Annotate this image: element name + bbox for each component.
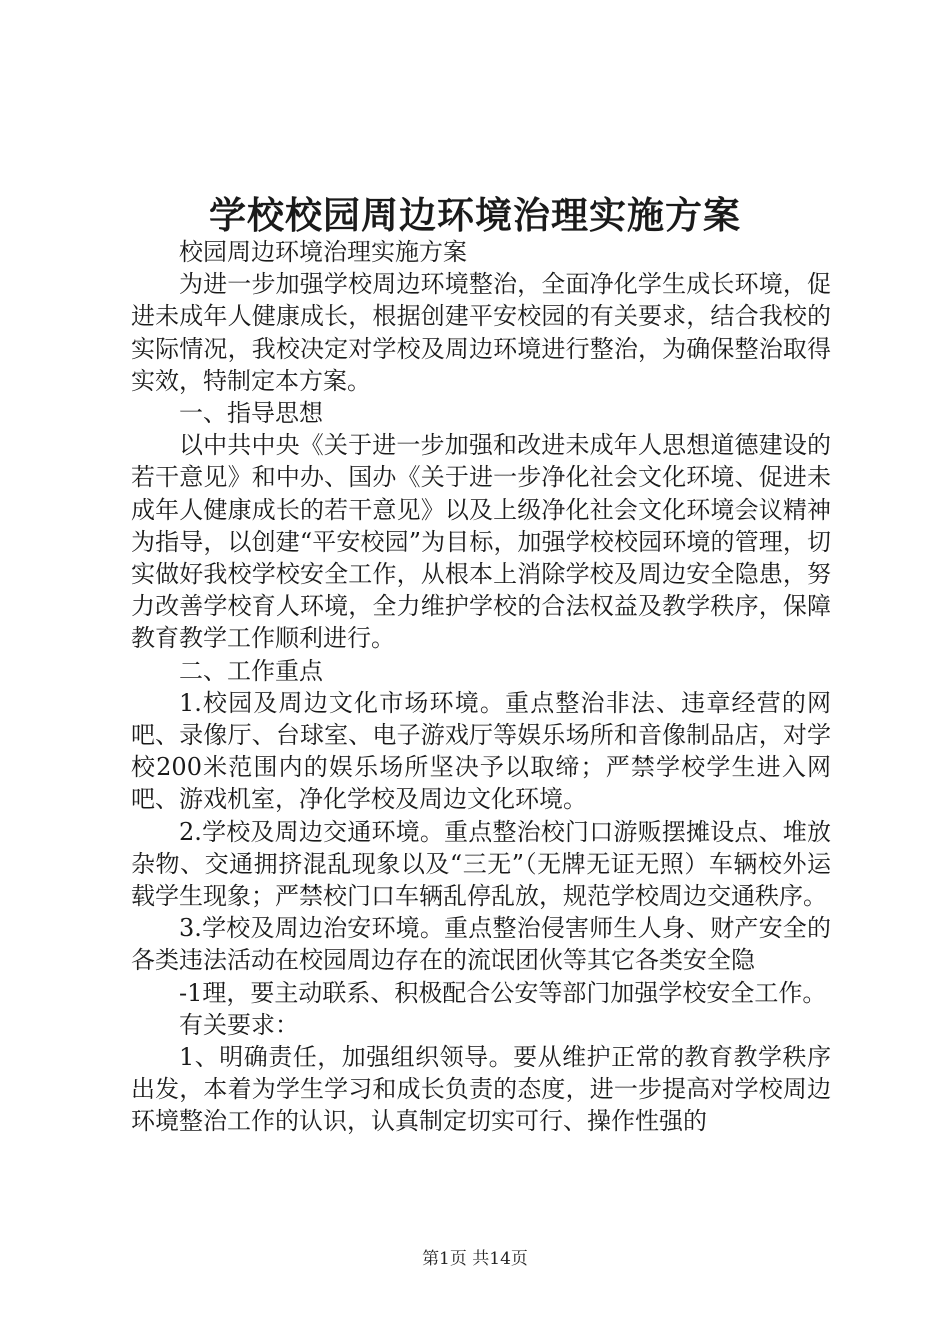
paragraph-subtitle: 校园周边环境治理实施方案 xyxy=(179,238,467,266)
heading-work-focus: 二、工作重点 xyxy=(179,656,323,685)
heading-requirements: 有关要求： xyxy=(179,1010,299,1039)
page-number-footer: 第1页 共14页 xyxy=(422,1249,528,1269)
document-body xyxy=(131,236,831,1138)
paragraph-requirement-1: 1、明确责任，加强组织领导。要从维护正常的教育教学秩序出发，本着为学生学习和成长负责的态度，进一步提高对学校周边环境整治工作的认识，认真制定切实可行、操作性强的 xyxy=(131,1043,831,1136)
paragraph-guiding-ideology: 以中共中央《关于进一步加强和改进未成年人思想道德建设的若干意见》和中办、国办《关于进一步净化社会文化环境、促进未成年人健康成长的若干意见》以及上级净化社会文化环境会议精神为指导，以创建“平安校园”为目标，加强学校校园环境的管理，切实做好我校学校安全工作，从根本上消除学校及周边安全隐患，努力改善学校育人环境，全力维护学校的合法权益及教学秩序，保障教育教学工作顺利进行。 xyxy=(131,431,831,653)
document-title: 学校校园周边环境治理实施方案 xyxy=(209,193,741,237)
paragraph-focus-security: 3.学校及周边治安环境。重点整治侵害师生人身、财产安全的各类违法活动在校园周边存在的流氓团伙等其它各类安全隐 xyxy=(131,914,831,975)
paragraph-focus-culture: 1.校园及周边文化市场环境。重点整治非法、违章经营的网吧、录像厅、台球室、电子游戏厅等娱乐场所和音像制品店，对学校200米范围内的娱乐场所坚决予以取缔；严禁学校学生进入网吧、游戏机室，净化学校及周边文化环境。 xyxy=(131,688,831,814)
paragraph-continuation: -1理，要主动联系、积极配合公安等部门加强学校安全工作。 xyxy=(179,978,827,1007)
heading-guiding-ideology: 一、指导思想 xyxy=(179,399,323,428)
paragraph-focus-traffic: 2.学校及周边交通环境。重点整治校门口游贩摆摊设点、堆放杂物、交通拥挤混乱现象以及“三无”（无牌无证无照）车辆校外运载学生现象；严禁校门口车辆乱停乱放，规范学校周边交通秩序。 xyxy=(131,817,831,911)
paragraph-intro: 为进一步加强学校周边环境整治，全面净化学生成长环境，促进未成年人健康成长，根据创建平安校园的有关要求，结合我校的实际情况，我校决定对学校及周边环境进行整治，为确保整治取得实效，特制定本方案。 xyxy=(131,270,831,395)
